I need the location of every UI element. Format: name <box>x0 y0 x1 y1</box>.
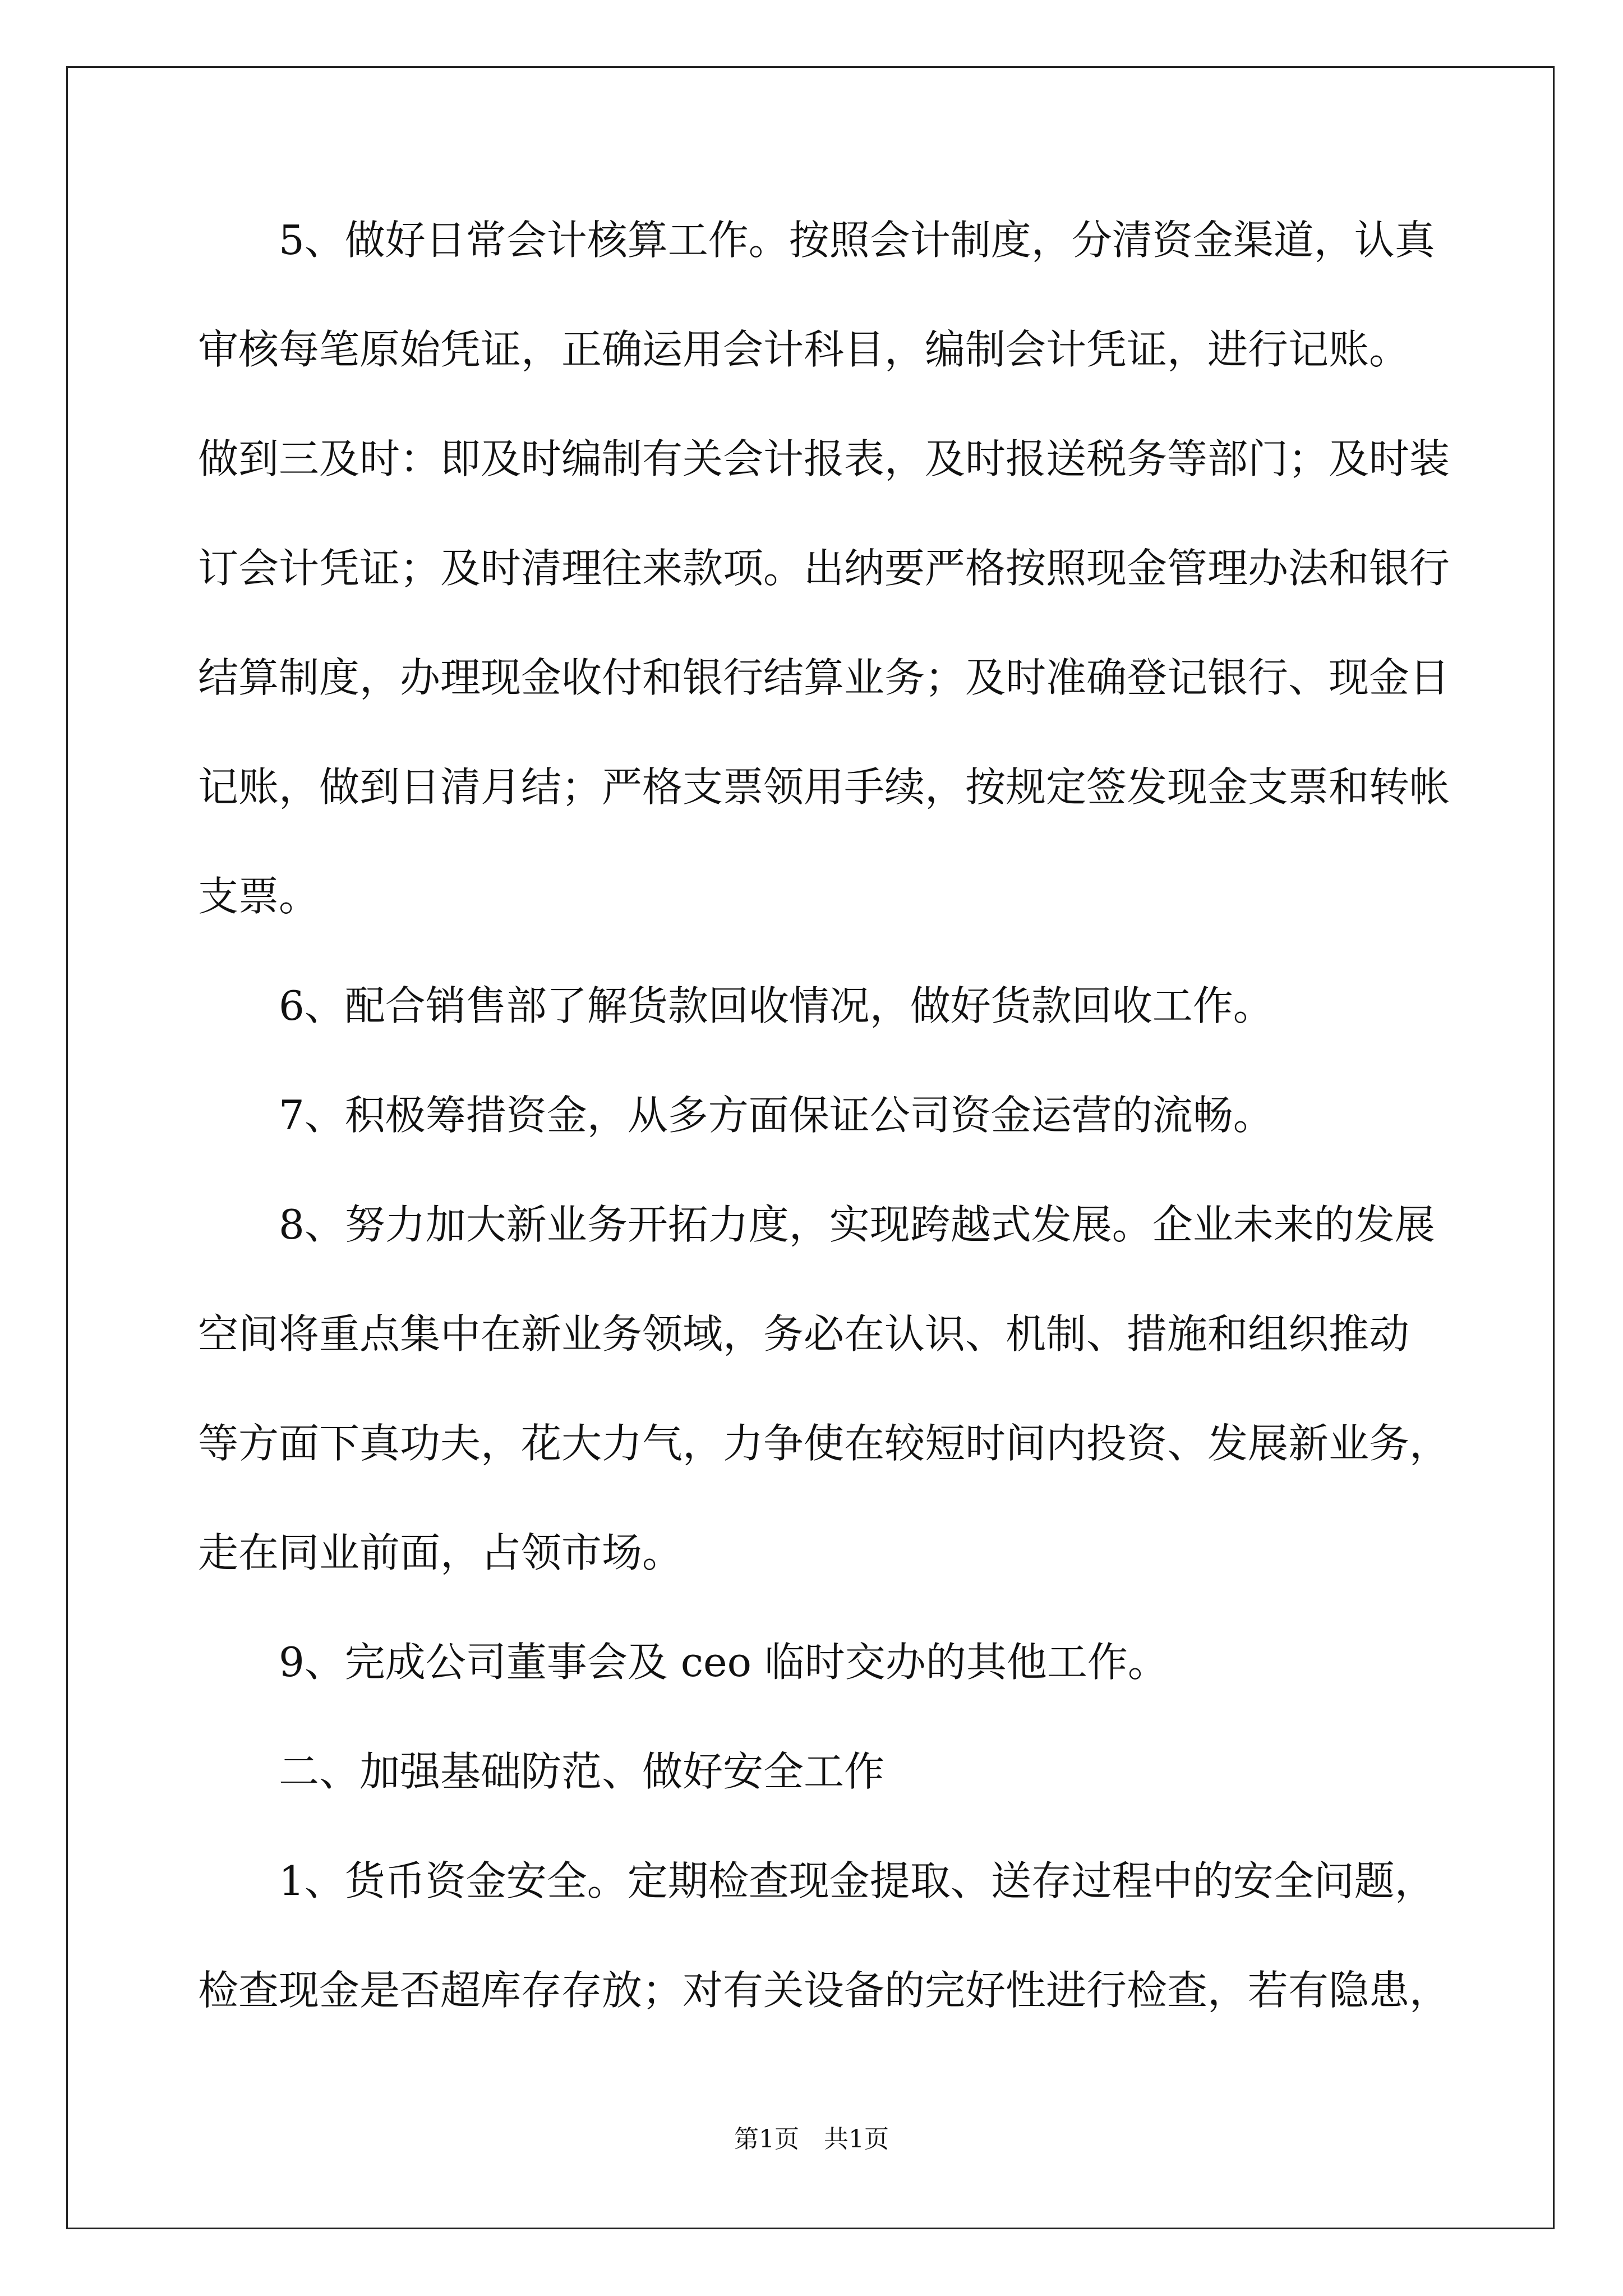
paragraph-line: 结算制度，办理现金收付和银行结算业务；及时准确登记银行、现金日 <box>198 654 1450 701</box>
paragraph-line: 9、完成公司董事会及 ceo 临时交办的其他工作。 <box>279 1639 1168 1686</box>
paragraph-line: 订会计凭证；及时清理往来款项。出纳要严格按照现金管理办法和银行 <box>198 545 1450 592</box>
paragraph-line: 走在同业前面，占领市场。 <box>198 1529 683 1576</box>
paragraph-line: 6、配合销售部了解货款回收情况，做好货款回收工作。 <box>279 982 1274 1029</box>
paragraph-line: 1、货币资金安全。定期检查现金提取、送存过程中的安全问题， <box>279 1857 1435 1904</box>
page-footer: 第1页 共1页 <box>734 2125 889 2154</box>
paragraph-line: 8、努力加大新业务开拓力度，实现跨越式发展。企业未来的发展 <box>279 1201 1435 1248</box>
paragraph-line: 5、做好日常会计核算工作。按照会计制度，分清资金渠道，认真 <box>279 217 1435 264</box>
document-body <box>198 213 1450 2073</box>
paragraph-line: 做到三及时：即及时编制有关会计报表，及时报送税务等部门；及时装 <box>198 435 1450 482</box>
paragraph-line: 支票。 <box>198 873 320 920</box>
paragraph-line: 审核每笔原始凭证，正确运用会计科目，编制会计凭证，进行记账。 <box>198 326 1410 373</box>
section-heading: 二、加强基础防范、做好安全工作 <box>279 1748 885 1795</box>
paragraph-line: 空间将重点集中在新业务领域，务必在认识、机制、措施和组织推动 <box>198 1310 1410 1358</box>
paragraph-line: 检查现金是否超库存存放；对有关设备的完好性进行检查，若有隐患， <box>198 1967 1450 2014</box>
paragraph-line: 等方面下真功夫，花大力气，力争使在较短时间内投资、发展新业务， <box>198 1420 1450 1467</box>
paragraph-line: 7、积极筹措资金，从多方面保证公司资金运营的流畅。 <box>279 1092 1274 1139</box>
paragraph-line: 记账，做到日清月结；严格支票领用手续，按规定签发现金支票和转帐 <box>198 763 1450 811</box>
